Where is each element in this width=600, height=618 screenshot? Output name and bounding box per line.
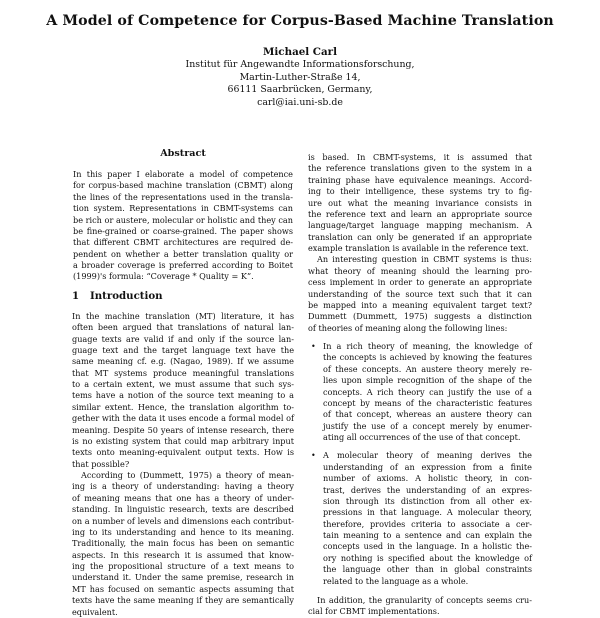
text-line: the concepts is achieved by knowing the features <box>323 352 532 363</box>
section-heading-introduction <box>72 289 294 303</box>
text-line: the reference translations given to the system in a <box>308 163 532 174</box>
introduction-paragraph-2 <box>72 470 294 618</box>
text-line: gether with the data it uses encode a formal model of <box>72 413 294 424</box>
text-line: same meaning cf. e.g. (Nagao, 1989). If we assume <box>72 356 294 367</box>
right-column <box>308 152 532 618</box>
affiliation-line: Institut für Angewandte Informationsforschung, <box>185 59 415 70</box>
text-line: texts onto meaning-equivalent output texts. How is <box>72 447 294 458</box>
introduction-paragraph-1 <box>72 311 294 470</box>
text-line: on a number of levels and dimensions each contribut- <box>72 515 294 526</box>
text-line: that different CBMT architectures are required de- <box>73 237 293 248</box>
text-line: what theory of meaning should the learning pro- <box>308 265 532 276</box>
text-line: ing to their intelligence, these systems try to fig- <box>308 186 532 197</box>
author-email: carl@iai.uni-sb.de <box>257 96 343 108</box>
text-line: According to (Dummett, 1975) a theory of mean- <box>81 470 294 480</box>
text-line: An interesting question in CBMT systems is thus: <box>317 254 532 265</box>
text-line: a broader coverage is preferred according to Boitet <box>73 260 293 270</box>
text-line: cess implement in order to generate an appropriate <box>308 277 532 288</box>
section-title: Introduction <box>90 289 163 302</box>
bullet-text <box>323 341 532 443</box>
text-line: justify the use of a concept merely by enumer- <box>323 420 532 431</box>
text-line: tain meaning to a sentence and can explain the <box>323 530 532 540</box>
text-line: In the machine translation (MT) literature, it has <box>72 310 294 321</box>
text-line: understanding of an expression from a finite <box>323 461 532 472</box>
text-line: meaning. Despite 50 years of intense research, there <box>72 424 294 435</box>
text-line: number of axioms. A holistic theory, in con- <box>323 473 532 484</box>
text-line: concept by means of the characteristic features <box>323 397 532 408</box>
text-line: therefore, provides criteria to associate a cer- <box>323 518 532 529</box>
text-line: guage text and the target language text have the <box>72 344 294 355</box>
text-line: tems have a notion of the source text meaning to a <box>72 390 294 401</box>
text-line: MT has focused on semantic aspects assuming that <box>72 583 294 594</box>
text-line: sion through its distinction from all other ex- <box>323 495 532 506</box>
text-line: aspects. In this research it is assumed that know- <box>72 549 294 560</box>
text-line: lies upon simple recognition of the shape of the <box>323 375 532 386</box>
bullet-symbol: • <box>311 451 316 461</box>
text-line: be mapped into a meaning equivalent target text? <box>308 299 532 310</box>
text-line: the lines of the representations used in the transla- <box>73 191 293 202</box>
text-line: concepts. A rich theory can justify the use of a <box>323 386 532 397</box>
author-affiliation <box>0 59 600 109</box>
theory-bullet-list <box>308 341 532 587</box>
text-line: tion system. Representations in CBMT-systems can <box>73 203 293 214</box>
text-line: Dummett (Dummett, 1975) suggests a distinction <box>308 311 532 322</box>
closing-paragraph <box>308 595 532 618</box>
text-line: related to the language as a whole. <box>323 575 469 586</box>
paper-title: A Model of Competence for Corpus-Based Machine Translation <box>46 13 554 29</box>
text-line: example translation is available in the reference text. <box>308 243 529 253</box>
left-column <box>72 146 294 618</box>
text-line: cial for CBMT implementations. <box>308 606 440 617</box>
text-line: In this paper I elaborate a model of competence <box>73 169 293 179</box>
text-line: is based. In CBMT-systems, it is assumed that <box>308 152 532 162</box>
text-line: of these concepts. An austere theory merely re- <box>323 363 532 374</box>
text-line: to a certain extent, we must assume that such sys- <box>72 379 294 389</box>
text-line: ory nothing is specified about the knowledge of <box>323 552 532 563</box>
text-line: In a rich theory of meaning, the knowledge of <box>323 341 532 351</box>
abstract-heading: Abstract <box>160 148 206 159</box>
text-line: equivalent. <box>72 606 118 617</box>
text-line: that possible? <box>72 458 130 469</box>
text-line: the reference text and learn an appropriate source <box>308 208 532 219</box>
author-name: Michael Carl <box>263 46 337 58</box>
text-line: In addition, the granularity of concepts seems cru- <box>317 594 532 605</box>
text-line: texts have the same meaning if they are semantically <box>72 595 294 606</box>
text-line: translation can only be generated if an appropriate <box>308 231 532 242</box>
text-line: ing is a theory of understanding: having a theory <box>72 481 294 492</box>
text-line: trast, derives the understanding of an expres- <box>323 484 532 495</box>
text-line: (1999)'s formula: “Coverage * Quality = K”. <box>73 271 254 282</box>
bullet-symbol: • <box>311 342 316 351</box>
text-line: pendent on whether a better translation quality or <box>73 248 293 259</box>
affiliation-line: 66111 Saarbrücken, Germany, <box>227 84 373 96</box>
text-line: concepts used in the language. In a holistic the- <box>323 541 532 552</box>
text-line: for corpus-based machine translation (CBMT) along <box>73 180 293 191</box>
affiliation-line: Martin-Luther-Straße 14, <box>239 71 361 83</box>
text-line: is no existing system that could map arbitrary input <box>72 435 294 446</box>
text-line: ing to its understanding and hence to its meaning. <box>72 526 294 537</box>
text-line: often been argued that translations of natural lan- <box>72 322 294 333</box>
text-line: of meaning means that one has a theory of under- <box>72 492 294 503</box>
bullet-molecular-holistic <box>308 450 532 587</box>
text-line: ure out what the meaning invariance consists in <box>308 197 532 208</box>
text-line: pressions in that language. A molecular theory, <box>323 507 532 518</box>
text-line: of theories of meaning along the following lines: <box>308 322 508 333</box>
continued-paragraph <box>308 152 532 254</box>
text-line: be rich or austere, molecular or holistic and they can <box>73 214 293 225</box>
text-line: ing the propositional structure of a text means to <box>72 561 294 571</box>
section-number: 1 <box>72 289 80 302</box>
text-line: guage texts are valid if and only if the source lan- <box>72 333 294 344</box>
text-line: the language other than in global constraints <box>323 564 532 575</box>
text-line: understanding of the source text such that it can <box>308 288 532 299</box>
text-line: standing. In linguistic research, texts are described <box>72 504 294 515</box>
text-line: training phase have equivalence meanings. Accord- <box>308 174 532 185</box>
text-line: understand it. Under the same premise, research in <box>72 572 294 583</box>
text-line: ating all occurrences of the use of that concept. <box>323 432 521 442</box>
bullet-rich-austere <box>308 341 532 443</box>
text-line: that MT systems produce meaningful translations <box>72 367 294 378</box>
text-line: A molecular theory of meaning derives the <box>323 450 532 461</box>
text-line: be fine-grained or coarse-grained. The paper shows <box>73 225 293 236</box>
question-paragraph <box>308 254 532 334</box>
text-line: language/target language mapping mechanism. A <box>308 220 532 231</box>
bullet-text <box>323 450 532 587</box>
text-line: similar extent. Hence, the translation algorithm to- <box>72 401 294 412</box>
text-line: of that concept, whereas an austere theory can <box>323 409 532 420</box>
abstract-body <box>72 169 294 283</box>
text-line: Traditionally, the main focus has been on semantic <box>72 538 294 549</box>
